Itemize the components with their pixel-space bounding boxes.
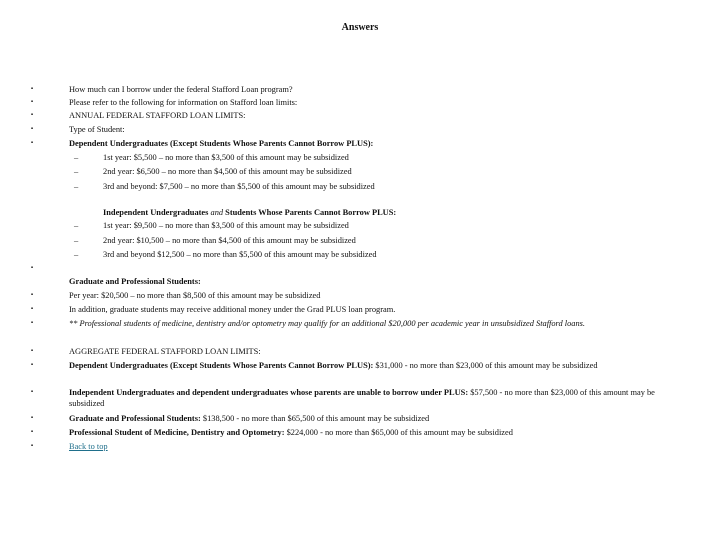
type-heading: Type of Student:	[69, 125, 125, 134]
aggregate-heading: AGGREGATE FEDERAL STAFFORD LOAN LIMITS:	[69, 347, 261, 356]
dash-icon: –	[74, 236, 79, 245]
back-to-top-link[interactable]: Back to top	[69, 442, 108, 451]
indep-heading-a: Independent Undergraduates	[103, 208, 211, 217]
agg-dependent	[69, 360, 669, 371]
dash-icon: –	[74, 153, 79, 162]
indep-item-1: 1st year: $9,500 – no more than $3,500 of this amount may be subsidized	[103, 221, 349, 230]
page-title: Answers	[341, 22, 379, 33]
agg-indep-value: $57,500 - no more than $23,000 of this amount may be subsidized	[69, 388, 655, 408]
dash-icon: –	[74, 250, 79, 259]
bullet-icon: ▪	[30, 292, 34, 298]
agg-graduate	[69, 413, 669, 424]
dep-item-3: 3rd and beyond: $7,500 – no more than $5,500 of this amount may be subsidized	[103, 182, 375, 191]
indep-heading-b: Students Whose Parents Cannot Borrow PLUS:	[223, 208, 397, 217]
dependent-heading-text: Dependent Undergraduates (Except Students Whose Parents Cannot Borrow PLUS):	[69, 139, 374, 148]
indep-item-2: 2nd year: $10,500 – no more than $4,500 of this amount may be subsidized	[103, 236, 356, 245]
bullet-icon: ▪	[30, 265, 34, 271]
graduate-heading-text: Graduate and Professional Students:	[69, 277, 201, 286]
bullet-icon: ▪	[30, 99, 34, 105]
professional-note: ** Professional students of medicine, dentistry and/or optometry may qualify for an additional $20,000 per academic year in unsubsidized Stafford loans.	[69, 319, 586, 328]
agg-professional	[69, 427, 669, 438]
dependent-heading	[69, 138, 669, 149]
bullet-icon: ▪	[30, 126, 34, 132]
dep-item-1: 1st year: $5,500 – no more than $3,500 of this amount may be subsidized	[103, 153, 349, 162]
indep-heading-and: and	[210, 208, 224, 217]
dep-item-2: 2nd year: $6,500 – no more than $4,500 of this amount may be subsidized	[103, 167, 352, 176]
agg-independent	[69, 387, 669, 409]
agg-dep-label: Dependent Undergraduates (Except Students Whose Parents Cannot Borrow PLUS):	[69, 361, 374, 370]
bullet-icon: ▪	[30, 320, 34, 326]
agg-prof-value: $224,000 - no more than $65,000 of this amount may be subsidized	[284, 428, 513, 437]
bullet-icon: ▪	[30, 306, 34, 312]
agg-dep-value: $31,000 - no more than $23,000 of this amount may be subsidized	[373, 361, 598, 370]
bullet-icon: ▪	[30, 86, 34, 92]
grad-per-year: Per year: $20,500 – no more than $8,500 of this amount may be subsidized	[69, 291, 321, 300]
bullet-icon: ▪	[30, 389, 34, 395]
dash-icon: –	[74, 221, 79, 230]
bullet-icon: ▪	[30, 140, 34, 146]
agg-grad-label: Graduate and Professional Students:	[69, 414, 201, 423]
indep-item-3: 3rd and beyond $12,500 – no more than $5,500 of this amount may be subsidized	[103, 250, 377, 259]
grad-addition: In addition, graduate students may receive additional money under the Grad PLUS loan program.	[69, 305, 396, 314]
dash-icon: –	[74, 167, 79, 176]
annual-heading: ANNUAL FEDERAL STAFFORD LOAN LIMITS:	[69, 111, 246, 120]
bullet-icon: ▪	[30, 415, 34, 421]
refer-text: Please refer to the following for information on Stafford loan limits:	[69, 98, 298, 107]
question-text: How much can I borrow under the federal Stafford Loan program?	[69, 85, 293, 94]
bullet-icon: ▪	[30, 348, 34, 354]
bullet-icon: ▪	[30, 443, 34, 449]
dash-icon: –	[74, 182, 79, 191]
bullet-icon: ▪	[30, 362, 34, 368]
bullet-icon: ▪	[30, 112, 34, 118]
agg-grad-value: $138,500 - no more than $65,500 of this amount may be subsidized	[200, 414, 430, 423]
agg-prof-label: Professional Student of Medicine, Dentistry and Optometry:	[69, 428, 285, 437]
bullet-icon: ▪	[30, 429, 34, 435]
agg-indep-label: Independent Undergraduates and dependent undergraduates whose parents are unable to borrow under PLUS:	[69, 388, 469, 397]
